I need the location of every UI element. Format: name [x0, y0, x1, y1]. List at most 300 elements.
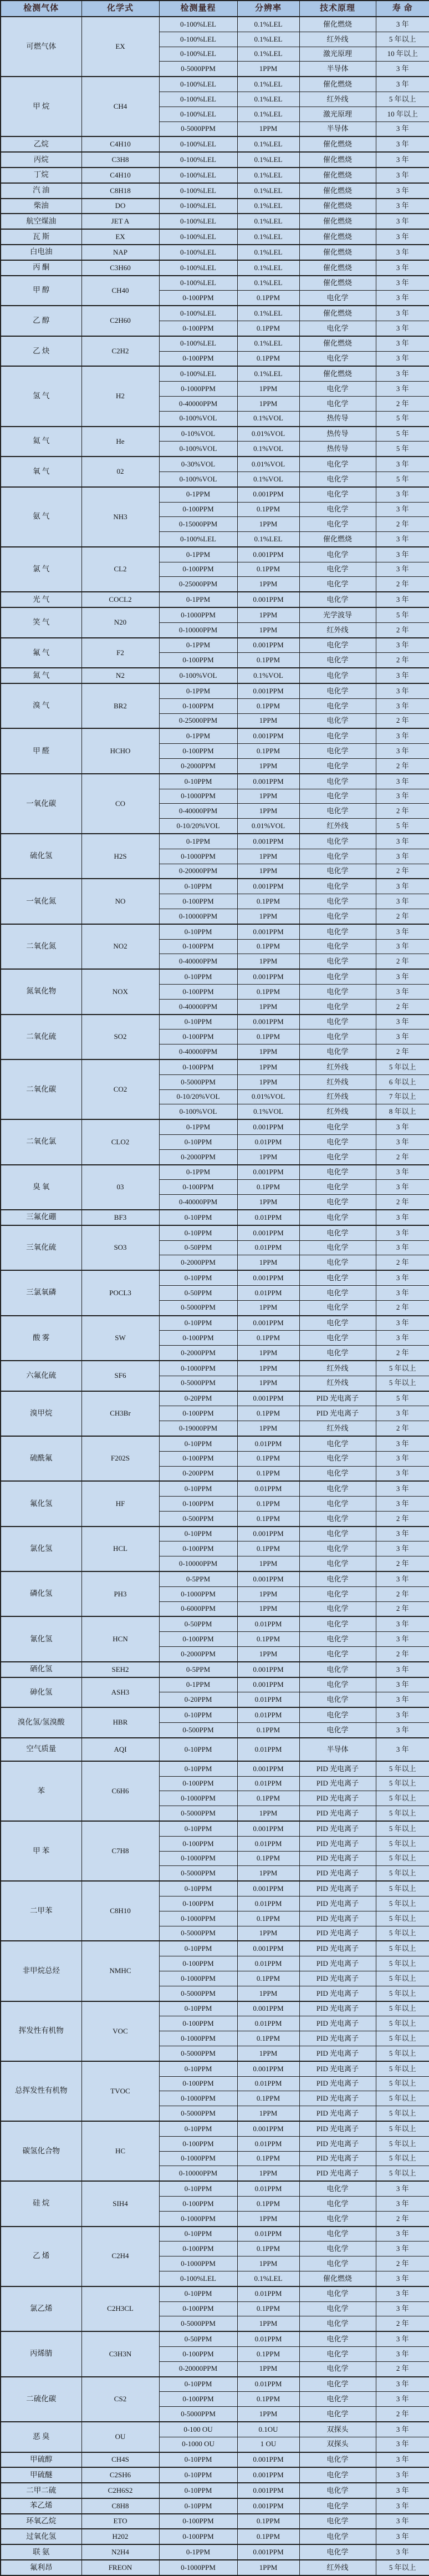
life-cell: 2 年 — [376, 653, 429, 668]
resolution-cell: 1PPM — [237, 1806, 299, 1821]
table-row — [1, 2529, 429, 2544]
table-row — [1, 336, 429, 351]
formula-cell: C2H2 — [81, 336, 159, 367]
resolution-cell: 0.1PPM — [237, 1331, 299, 1346]
life-cell: 6 年以上 — [376, 1074, 429, 1089]
life-cell: 3 年 — [376, 1451, 429, 1466]
table-row — [1, 229, 429, 245]
gas-name-cell: 总挥发性有机物 — [1, 2061, 81, 2121]
range-cell: 0-5000PPM — [159, 1866, 237, 1881]
table-row — [1, 969, 429, 984]
life-cell: 3 年 — [376, 2301, 429, 2316]
principle-cell: 双探头 — [299, 2422, 376, 2437]
gas-name-cell: 柴油 — [1, 199, 81, 214]
range-cell: 0-25000PPM — [159, 713, 237, 728]
range-cell: 0-100%VOL — [159, 1104, 237, 1119]
principle-cell: 电化学 — [299, 774, 376, 789]
range-cell: 0-10PPM — [159, 2001, 237, 2016]
resolution-cell: 0.1PPM — [237, 1911, 299, 1926]
principle-cell: PID 光电离子 — [299, 2106, 376, 2121]
gas-name-cell: 丙烷 — [1, 152, 81, 168]
principle-cell: 电化学 — [299, 985, 376, 1000]
range-cell: 0-200PPM — [159, 1466, 237, 1481]
resolution-cell: 0.1PPM — [237, 2529, 299, 2544]
gas-name-cell: 溴 气 — [1, 683, 81, 728]
range-cell: 0-1000PPM — [159, 1911, 237, 1926]
table-row — [1, 1361, 429, 1376]
formula-cell: SO3 — [81, 1225, 159, 1270]
gas-name-cell: 氮 气 — [1, 668, 81, 683]
resolution-cell: 1PPM — [237, 2166, 299, 2181]
life-cell: 2 年 — [376, 713, 429, 728]
gas-name-cell: 溴化氢/氢溴酸 — [1, 1707, 81, 1738]
range-cell: 0-1PPM — [159, 728, 237, 743]
principle-cell: 红外线 — [299, 622, 376, 637]
principle-cell: 电化学 — [299, 999, 376, 1014]
resolution-cell: 0.01PPM — [237, 1481, 299, 1496]
principle-cell: 电化学 — [299, 1255, 376, 1270]
resolution-cell: 0.001PPM — [237, 969, 299, 984]
life-cell: 3 年 — [376, 1225, 429, 1240]
resolution-cell: 0.1PPM — [237, 2151, 299, 2166]
resolution-cell: 0.001PPM — [237, 1316, 299, 1331]
resolution-cell: 0.01PPM — [237, 1707, 299, 1722]
range-cell: 0-1PPM — [159, 2544, 237, 2560]
range-cell: 0-100%LEL — [159, 32, 237, 47]
range-cell: 0-10PPM — [159, 2061, 237, 2076]
range-cell: 0-100%LEL — [159, 77, 237, 92]
principle-cell: 催化燃烧 — [299, 260, 376, 276]
life-cell: 5 年以上 — [376, 1896, 429, 1911]
life-cell: 3 年 — [376, 62, 429, 77]
range-cell: 0-2000PPM — [159, 759, 237, 774]
table-row — [1, 136, 429, 152]
principle-cell: 电化学 — [299, 894, 376, 909]
resolution-cell: 0.1PPM — [237, 2392, 299, 2407]
life-cell: 5 年以上 — [376, 2560, 429, 2575]
life-cell: 3 年 — [376, 183, 429, 199]
principle-cell: PID 光电离子 — [299, 2091, 376, 2106]
resolution-cell: 0.1%VOL — [237, 471, 299, 486]
gas-name-cell: 氯化氢 — [1, 1527, 81, 1571]
table-row — [1, 487, 429, 502]
resolution-cell: 1PPM — [237, 909, 299, 924]
resolution-cell: 0.1%LEL — [237, 214, 299, 229]
formula-cell: H202 — [81, 2529, 159, 2544]
life-cell: 5 年以上 — [376, 1836, 429, 1851]
resolution-cell: 1PPM — [237, 1986, 299, 2001]
range-cell: 0-5000PPM — [159, 2106, 237, 2121]
life-cell: 3 年 — [376, 321, 429, 336]
resolution-cell: 0.1PPM — [237, 1723, 299, 1738]
principle-cell: PID 光电离子 — [299, 1806, 376, 1821]
life-cell: 3 年 — [376, 698, 429, 713]
table-row — [1, 834, 429, 849]
principle-cell: PID 光电离子 — [299, 2151, 376, 2166]
life-cell: 5 年以上 — [376, 1986, 429, 2001]
principle-cell: 红外线 — [299, 819, 376, 834]
resolution-cell: 0.1OU — [237, 2422, 299, 2437]
principle-cell: PID 光电离子 — [299, 2061, 376, 2076]
formula-cell: C2SH6 — [81, 2467, 159, 2483]
principle-cell: 电化学 — [299, 1662, 376, 1677]
gas-name-cell: 碳氢化合物 — [1, 2121, 81, 2181]
resolution-cell: 0.01PPM — [237, 1134, 299, 1149]
resolution-cell: 0.001PPM — [237, 1881, 299, 1896]
life-cell: 5 年 — [376, 471, 429, 486]
principle-cell: 电化学 — [299, 2242, 376, 2256]
formula-cell: NO2 — [81, 924, 159, 969]
life-cell: 3 年 — [376, 562, 429, 577]
resolution-cell: 1PPM — [237, 1074, 299, 1089]
life-cell: 3 年 — [376, 1030, 429, 1044]
principle-cell: 催化燃烧 — [299, 366, 376, 381]
principle-cell: PID 光电离子 — [299, 2121, 376, 2136]
gas-name-cell: 三氟化硼 — [1, 1210, 81, 1225]
formula-cell: C4H10 — [81, 168, 159, 183]
life-cell: 3 年 — [376, 592, 429, 607]
life-cell: 3 年 — [376, 2437, 429, 2452]
resolution-cell: 1PPM — [237, 804, 299, 819]
principle-cell: 电化学 — [299, 954, 376, 969]
range-cell: 0-100%LEL — [159, 245, 237, 260]
formula-cell: CH4 — [81, 77, 159, 136]
range-cell: 0-100PPM — [159, 1331, 237, 1346]
formula-cell: FREON — [81, 2560, 159, 2575]
column-header: 检测量程 — [159, 1, 237, 17]
resolution-cell: 1PPM — [237, 1586, 299, 1601]
resolution-cell: 1PPM — [237, 382, 299, 397]
range-cell: 0-10PPM — [159, 2121, 237, 2136]
resolution-cell: 0.1%VOL — [237, 1104, 299, 1119]
range-cell: 0-100 OU — [159, 2422, 237, 2437]
life-cell: 3 年 — [376, 2422, 429, 2437]
table-row — [1, 2286, 429, 2301]
formula-cell: NO — [81, 879, 159, 924]
life-cell: 3 年 — [376, 457, 429, 471]
resolution-cell: 0.001PPM — [237, 1761, 299, 1776]
life-cell: 2 年 — [376, 1511, 429, 1526]
life-cell: 3 年 — [376, 1285, 429, 1300]
life-cell: 3 年 — [376, 849, 429, 864]
column-header: 技术原理 — [299, 1, 376, 17]
principle-cell: 激光原理 — [299, 47, 376, 62]
principle-cell: 催化燃烧 — [299, 214, 376, 229]
gas-name-cell: 二氧化硫 — [1, 1015, 81, 1059]
gas-name-cell: 乙烷 — [1, 136, 81, 152]
gas-name-cell: 白电油 — [1, 245, 81, 260]
range-cell: 0-10PPM — [159, 2483, 237, 2498]
principle-cell: PID 光电离子 — [299, 1911, 376, 1926]
life-cell: 2 年 — [376, 2316, 429, 2331]
life-cell: 3 年 — [376, 2346, 429, 2361]
range-cell: 0-100PPM — [159, 2301, 237, 2316]
principle-cell: 电化学 — [299, 1497, 376, 1512]
resolution-cell: 1PPM — [237, 62, 299, 77]
range-cell: 0-15000PPM — [159, 517, 237, 532]
range-cell: 0-40000PPM — [159, 804, 237, 819]
resolution-cell: 0.1PPM — [237, 1511, 299, 1526]
principle-cell: 电化学 — [299, 2514, 376, 2529]
gas-name-cell: 甲硫醚 — [1, 2467, 81, 2483]
table-row — [1, 774, 429, 789]
resolution-cell: 0.01PPM — [237, 1836, 299, 1851]
life-cell: 3 年 — [376, 532, 429, 547]
table-row — [1, 1210, 429, 1225]
resolution-cell: 0.1PPM — [237, 291, 299, 306]
life-cell: 3 年 — [376, 77, 429, 92]
gas-name-cell: 二氧化碳 — [1, 1059, 81, 1119]
table-row — [1, 366, 429, 381]
principle-cell: 红外线 — [299, 1376, 376, 1391]
life-cell: 3 年 — [376, 1466, 429, 1481]
principle-cell: 电化学 — [299, 668, 376, 683]
principle-cell: 电化学 — [299, 382, 376, 397]
principle-cell: 电化学 — [299, 1149, 376, 1164]
principle-cell: PID 光电离子 — [299, 1896, 376, 1911]
table-row — [1, 2227, 429, 2242]
resolution-cell: 1PPM — [237, 622, 299, 637]
resolution-cell: 0.1PPM — [237, 2242, 299, 2256]
life-cell: 5 年以上 — [376, 2166, 429, 2181]
resolution-cell: 0.01PPM — [237, 1210, 299, 1225]
range-cell: 0-1000 OU — [159, 2437, 237, 2452]
life-cell: 8 年以上 — [376, 1104, 429, 1119]
principle-cell: 催化燃烧 — [299, 532, 376, 547]
resolution-cell: 0.1%LEL — [237, 306, 299, 321]
principle-cell: 电化学 — [299, 804, 376, 819]
resolution-cell: 0.01PPM — [237, 1285, 299, 1300]
table-row — [1, 1881, 429, 1896]
range-cell: 0-40000PPM — [159, 396, 237, 411]
principle-cell: 电化学 — [299, 1451, 376, 1466]
resolution-cell: 0.01%VOL — [237, 1089, 299, 1104]
formula-cell: EX — [81, 229, 159, 245]
life-cell: 5 年 — [376, 1391, 429, 1406]
principle-cell: 电化学 — [299, 924, 376, 939]
range-cell: 0-10PPM — [159, 1015, 237, 1030]
formula-cell: HF — [81, 1481, 159, 1526]
range-cell: 0-1000PPM — [159, 382, 237, 397]
formula-cell: C3H60 — [81, 260, 159, 276]
resolution-cell: 1PPM — [237, 849, 299, 864]
table-row — [1, 547, 429, 562]
principle-cell: 催化燃烧 — [299, 2271, 376, 2286]
range-cell: 0-100%LEL — [159, 47, 237, 62]
life-cell: 3 年 — [376, 834, 429, 849]
resolution-cell: 0.1PPM — [237, 1632, 299, 1647]
resolution-cell: 1PPM — [237, 2046, 299, 2061]
principle-cell: 电化学 — [299, 744, 376, 759]
formula-cell: HC — [81, 2121, 159, 2181]
principle-cell: 电化学 — [299, 1240, 376, 1255]
principle-cell: PID 光电离子 — [299, 1776, 376, 1791]
table-row — [1, 2331, 429, 2346]
resolution-cell: 0.001PPM — [237, 1821, 299, 1836]
table-row — [1, 2498, 429, 2514]
life-cell: 5 年 — [376, 411, 429, 426]
life-cell: 3 年 — [376, 214, 429, 229]
life-cell: 3 年 — [376, 382, 429, 397]
life-cell: 3 年 — [376, 199, 429, 214]
principle-cell: 电化学 — [299, 969, 376, 984]
life-cell: 2 年 — [376, 1255, 429, 1270]
range-cell: 0-10PPM — [159, 1881, 237, 1896]
table-row — [1, 168, 429, 183]
range-cell: 0-100PPM — [159, 1030, 237, 1044]
range-cell: 0-1PPM — [159, 1119, 237, 1134]
life-cell: 5 年以上 — [376, 2121, 429, 2136]
range-cell: 0-1PPM — [159, 1165, 237, 1180]
table-row — [1, 1527, 429, 1541]
resolution-cell: 1PPM — [237, 1866, 299, 1881]
formula-cell: CO2 — [81, 1059, 159, 1119]
life-cell: 5 年以上 — [376, 2046, 429, 2061]
life-cell: 3 年 — [376, 2181, 429, 2196]
table-row — [1, 214, 429, 229]
range-cell: 0-100%LEL — [159, 214, 237, 229]
resolution-cell: 0.1%LEL — [237, 199, 299, 214]
principle-cell: 催化燃烧 — [299, 168, 376, 183]
range-cell: 0-1000PPM — [159, 2031, 237, 2046]
gas-name-cell: 苯乙烯 — [1, 2498, 81, 2514]
life-cell: 5 年以上 — [376, 1956, 429, 1971]
principle-cell: 电化学 — [299, 1346, 376, 1361]
life-cell: 10 年以上 — [376, 107, 429, 121]
range-cell: 0-10PPM — [159, 1134, 237, 1149]
resolution-cell: 0.1%LEL — [237, 152, 299, 168]
range-cell: 0-1000PPM — [159, 2256, 237, 2271]
formula-cell: HCL — [81, 1527, 159, 1571]
range-cell: 0-500PPM — [159, 1511, 237, 1526]
principle-cell: 电化学 — [299, 502, 376, 517]
life-cell: 3 年 — [376, 291, 429, 306]
range-cell: 0-5000PPM — [159, 2407, 237, 2422]
principle-cell: 电化学 — [299, 1601, 376, 1616]
principle-cell: PID 光电离子 — [299, 1941, 376, 1956]
resolution-cell: 0.001PPM — [237, 1270, 299, 1285]
life-cell: 2 年 — [376, 1346, 429, 1361]
table-header — [1, 1, 429, 17]
resolution-cell: 0.1PPM — [237, 2196, 299, 2211]
range-cell: 0-20000PPM — [159, 2361, 237, 2376]
principle-cell: 电化学 — [299, 653, 376, 668]
range-cell: 0-100PPM — [159, 2529, 237, 2544]
resolution-cell: 0.01PPM — [237, 1738, 299, 1761]
range-cell: 0-5PPM — [159, 1571, 237, 1586]
principle-cell: 电化学 — [299, 1511, 376, 1526]
range-cell: 0-1000PPM — [159, 607, 237, 622]
gas-name-cell: 氢 气 — [1, 366, 81, 426]
life-cell: 3 年 — [376, 1015, 429, 1030]
gas-name-cell: 氟化氢 — [1, 1481, 81, 1526]
table-row — [1, 2560, 429, 2575]
resolution-cell: 0.001PPM — [237, 728, 299, 743]
life-cell: 2 年 — [376, 999, 429, 1014]
formula-cell: AQI — [81, 1738, 159, 1761]
table-row — [1, 879, 429, 894]
range-cell: 0-40000PPM — [159, 1044, 237, 1059]
range-cell: 0-100PPM — [159, 2076, 237, 2091]
resolution-cell: 0.01PPM — [237, 2181, 299, 2196]
table-row — [1, 1941, 429, 1956]
table-row — [1, 2001, 429, 2016]
principle-cell: 电化学 — [299, 638, 376, 653]
resolution-cell: 1PPM — [237, 1195, 299, 1210]
life-cell: 5 年以上 — [376, 2091, 429, 2106]
principle-cell: PID 光电离子 — [299, 2076, 376, 2091]
life-cell: 2 年 — [376, 1586, 429, 1601]
principle-cell: 热传导 — [299, 442, 376, 457]
gas-name-cell: 乙 炔 — [1, 336, 81, 367]
life-cell: 5 年以上 — [376, 1761, 429, 1776]
gas-name-cell: 恶 臭 — [1, 2422, 81, 2452]
range-cell: 0-10PPM — [159, 2286, 237, 2301]
formula-cell: CLO2 — [81, 1119, 159, 1164]
range-cell: 0-100%LEL — [159, 532, 237, 547]
resolution-cell: 0.1%LEL — [237, 92, 299, 107]
principle-cell: 催化燃烧 — [299, 152, 376, 168]
formula-cell: HCHO — [81, 728, 159, 773]
range-cell: 0-100PPM — [159, 1541, 237, 1556]
life-cell: 2 年 — [376, 954, 429, 969]
table-row — [1, 276, 429, 291]
life-cell: 5 年以上 — [376, 32, 429, 47]
range-cell: 0-100PPM — [159, 744, 237, 759]
resolution-cell: 0.1PPM — [237, 2031, 299, 2046]
table-row — [1, 2452, 429, 2468]
table-row — [1, 183, 429, 199]
gas-name-cell: 六氟化硫 — [1, 1361, 81, 1391]
resolution-cell: 0.01%VOL — [237, 819, 299, 834]
life-cell: 2 年 — [376, 396, 429, 411]
range-cell: 0-1000PPM — [159, 1791, 237, 1806]
formula-cell: HBR — [81, 1707, 159, 1738]
principle-cell: 催化燃烧 — [299, 229, 376, 245]
principle-cell: 电化学 — [299, 1616, 376, 1631]
resolution-cell: 0.1PPM — [237, 894, 299, 909]
principle-cell: 电化学 — [299, 2452, 376, 2468]
range-cell: 0-10PPM — [159, 924, 237, 939]
formula-cell: OU — [81, 2422, 159, 2452]
principle-cell: 电化学 — [299, 1723, 376, 1738]
range-cell: 0-100PPM — [159, 2016, 237, 2031]
range-cell: 0-25000PPM — [159, 577, 237, 592]
life-cell: 3 年 — [376, 2392, 429, 2407]
resolution-cell: 0.01PPM — [237, 1240, 299, 1255]
resolution-cell: 0.1PPM — [237, 1851, 299, 1866]
resolution-cell: 0.1PPM — [237, 1180, 299, 1195]
resolution-cell: 0.001PPM — [237, 1662, 299, 1677]
life-cell: 3 年 — [376, 939, 429, 954]
gas-name-cell: 氟利昂 — [1, 2560, 81, 2575]
life-cell: 7 年以上 — [376, 1089, 429, 1104]
resolution-cell: 0.1%LEL — [237, 32, 299, 47]
table-row — [1, 1391, 429, 1406]
resolution-cell: 0.1%LEL — [237, 366, 299, 381]
resolution-cell: 0.1PPM — [237, 939, 299, 954]
life-cell: 3 年 — [376, 2529, 429, 2544]
life-cell: 3 年 — [376, 1481, 429, 1496]
formula-cell: C2H6S2 — [81, 2483, 159, 2498]
principle-cell: 半导体 — [299, 121, 376, 136]
resolution-cell: 0.001PPM — [237, 2544, 299, 2560]
formula-cell: COCL2 — [81, 592, 159, 607]
life-cell: 5 年以上 — [376, 1821, 429, 1836]
resolution-cell: 0.1%LEL — [237, 260, 299, 276]
life-cell: 2 年 — [376, 759, 429, 774]
life-cell: 3 年 — [376, 168, 429, 183]
